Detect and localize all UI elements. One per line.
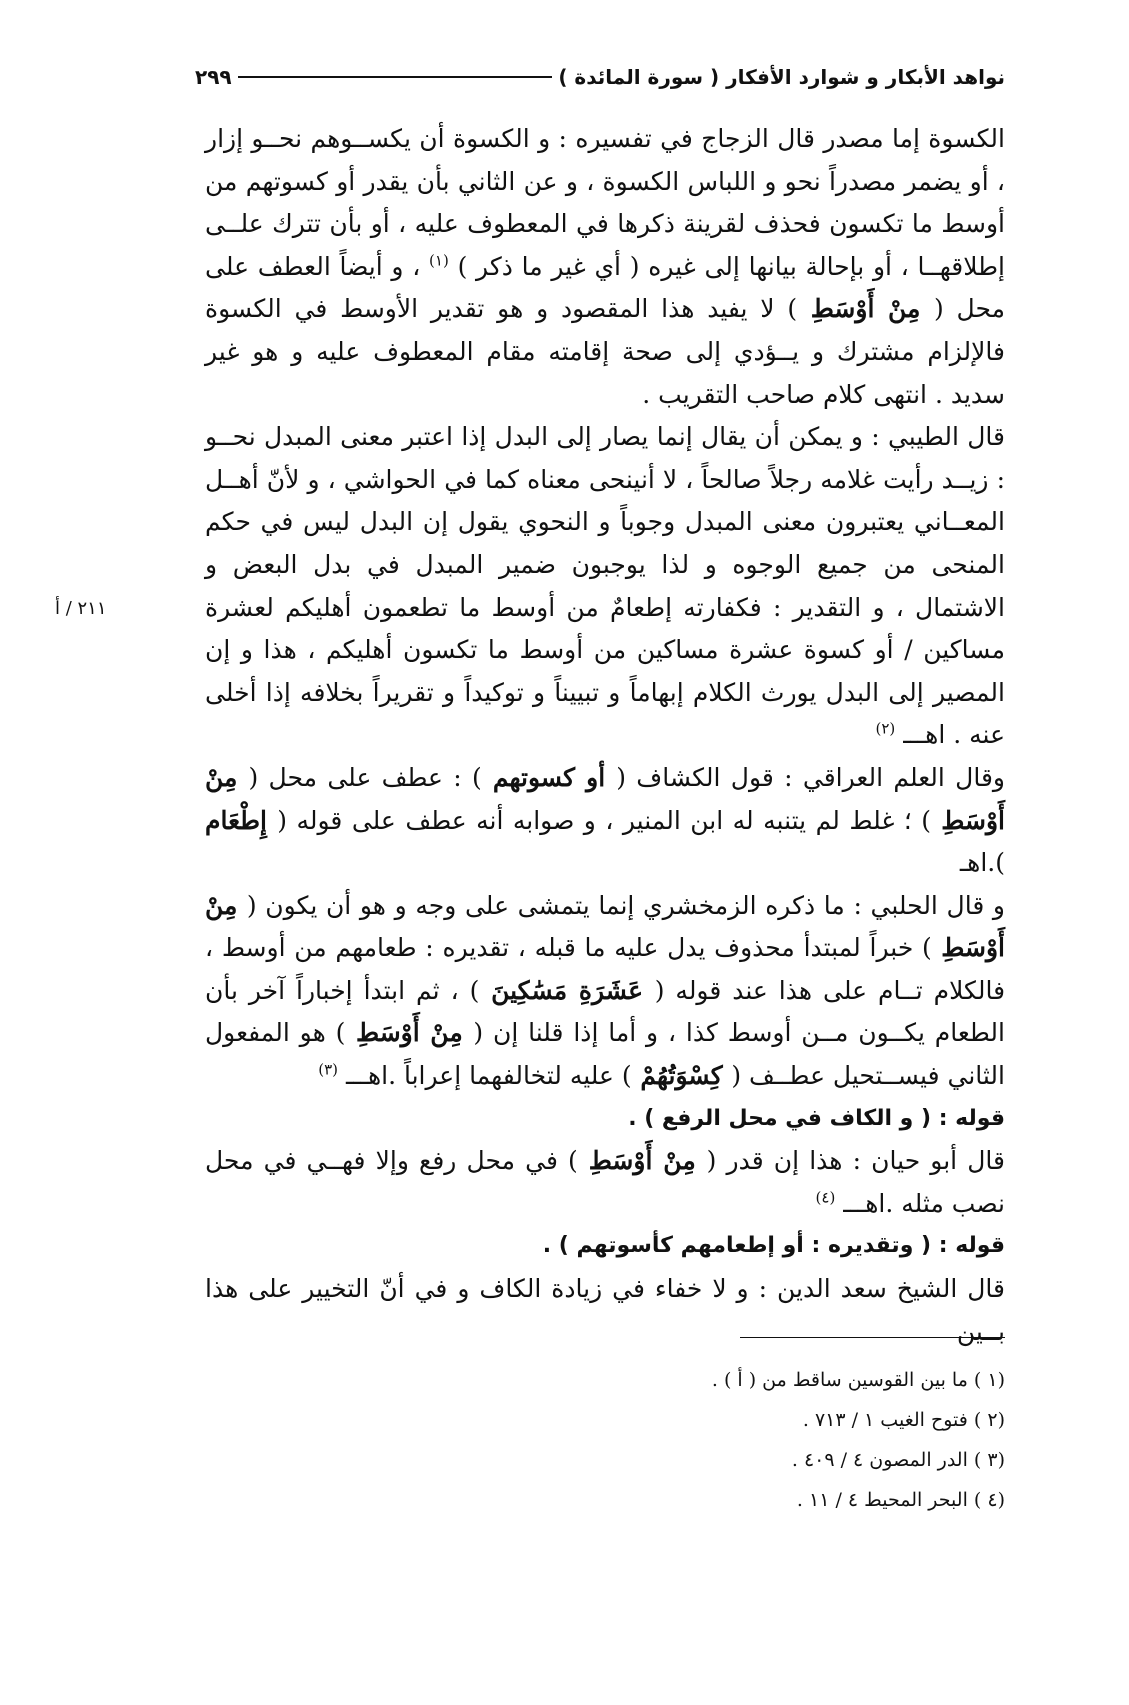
main-text (205, 118, 1005, 1353)
text-run: ) لا يفيد هذا المقصود و هو تقدير الأوسط في الكسوة فالإلزام مشترك و يــؤدي إلى صحة إقامته مقام المعطوف عليه و هو غير سديد . انتهى كلام صاحب التقريب . (205, 294, 1005, 409)
paragraph (205, 885, 1005, 1098)
text-run: ) ، ثم ابتدأ إخباراً آخر بأن الطعام يكــون مــن أوسط كذا ، و أما إذا قلنا إن ( (205, 975, 1005, 1048)
paragraph (205, 118, 1005, 416)
text-run: ) هو المفعول الثاني فيســتحيل عطــف ( (205, 1018, 1005, 1091)
footnote-item: (٤ ) البحر المحيط ٤ / ١١ . (796, 1489, 1005, 1511)
footnote-item: (٢ ) فتوح الغيب ١ / ٧١٣ . (802, 1409, 1005, 1431)
text-run: و قال الحلبي : ما ذكره الزمخشري إنما يتمشى على وجه و هو أن يكون ( (246, 890, 1005, 920)
text-run: قال الشيخ سعد الدين : و لا خفاء في زيادة الكاف و في أنّ التخيير على هذا بــين (205, 1274, 1005, 1346)
footnote-separator (740, 1337, 1005, 1338)
paragraph (205, 1140, 1005, 1225)
text-run: وقال العلم العراقي : قول الكشاف ( (616, 762, 1005, 792)
section-heading: قوله : ( و الكاف في محل الرفع ) . (628, 1105, 1005, 1131)
quran-quote: مِنْ أَوْسَطِ (205, 762, 1006, 835)
text-run: ) ؛ غلط لم يتنبه له ابن المنير ، و صوابه أنه عطف على قوله ( (277, 805, 932, 835)
quran-quote: مِنْ أَوْسَطِ (205, 890, 1005, 963)
quran-quote: إِطْعَام (205, 805, 278, 835)
quran-quote: مِنْ أَوْسَطِ (797, 294, 934, 324)
paragraph (205, 757, 1005, 885)
text-run: ) في محل رفع وإلا فهــي في محل نصب مثله .اهـــ (205, 1146, 1005, 1218)
footnotes (605, 1360, 1005, 1520)
paragraph (205, 416, 1005, 757)
paragraph (205, 1268, 1005, 1353)
footnote-ref: (٤) (815, 1188, 836, 1207)
footnote-ref: (٣) (318, 1060, 339, 1079)
page-number: ٢٩٩ (195, 65, 232, 89)
text-run: ).اهـ (959, 848, 1005, 878)
quran-quote: مِنْ أَوْسَطِ (345, 1018, 474, 1048)
header-title: نواهد الأبكار و شوارد الأفكار ( سورة المائدة ) (558, 65, 1005, 89)
quran-quote: مِنْ أَوْسَطِ (577, 1146, 707, 1176)
text-run: الكسوة إما مصدر قال الزجاج في تفسيره : و الكسوة أن يكســوهم نحــو إزار ، أو يضمر مصدراً نحو و اللباس الكسوة ، و عن الثاني بأن يقدر أو كسوتهم من أوسط ما تكسون فحذف لقرينة ذكرها في المعطوف عليه ، أو بأن تترك علــى إطلاقهــا ، أو بإحالة بيانها إلى غيره ( أي غير ما ذكر ) (205, 124, 1005, 281)
text-run: ) خبراً لمبتدأ محذوف يدل عليه ما قبله ، تقديره : طعامهم من أوسط ، فالكلام تــام على هذا عند قوله ( (205, 933, 1006, 1005)
header-rule (238, 76, 553, 78)
footnote-item: (٣ ) الدر المصون ٤ / ٤٠٩ . (791, 1449, 1005, 1471)
text-run: قال أبو حيان : هذا إن قدر ( (706, 1146, 1005, 1176)
text-run: ) : عطف على محل ( (248, 762, 482, 792)
margin-folio-note: ٢١١ / أ (55, 598, 107, 619)
quran-quote: كِسْوَتُهُمْ (631, 1061, 732, 1091)
quoted-phrase: أو كسوتهم (481, 762, 617, 792)
text-run: قال الطيبي : و يمكن أن يقال إنما يصار إلى البدل إذا اعتبر معنى المبدل نحــو : زيــد رأيت غلامه رجلاً صالحاً ، لا أنينحى معناه كما في الحواشي ، و لأنّ أهــل المعــاني يعتبرون معنى المبدل وجوباً و النحوي يقول إن البدل ليس في حكم المنحى من جميع الوجوه و لذا يوجبون ضمير المبدل في بدل البعض و الاشتمال ، و التقدير : فكفارته إطعامٌ من أوسط ما تطعمون أهليكم لعشرة مساكين / أو كسوة عشرة مساكين من أوسط ما تكسون أهليكم ، هذا و إن المصير إلى البدل يورث الكلام إبهاماً و تبييناً و توكيداً و تقريراً بخلافه إذا أخلى عنه . اهـــ (205, 422, 1005, 750)
quran-quote: عَشَرَةِ مَسَٰكِينَ (479, 975, 655, 1005)
text-run: ) عليه لتخالفهما إعراباً .اهـــ (345, 1061, 632, 1091)
text-run: ، و أيضاً العطف على محل ( (205, 251, 1005, 324)
footnote-ref: (٢) (875, 719, 896, 738)
section-heading: قوله : ( وتقديره : أو إطعامهم كأسوتهم ) . (542, 1233, 1005, 1259)
running-header (195, 60, 1005, 94)
footnote-item: (١ ) ما بين القوسين ساقط من ( أ ) . (711, 1369, 1005, 1391)
footnote-ref: (١) (429, 251, 449, 270)
